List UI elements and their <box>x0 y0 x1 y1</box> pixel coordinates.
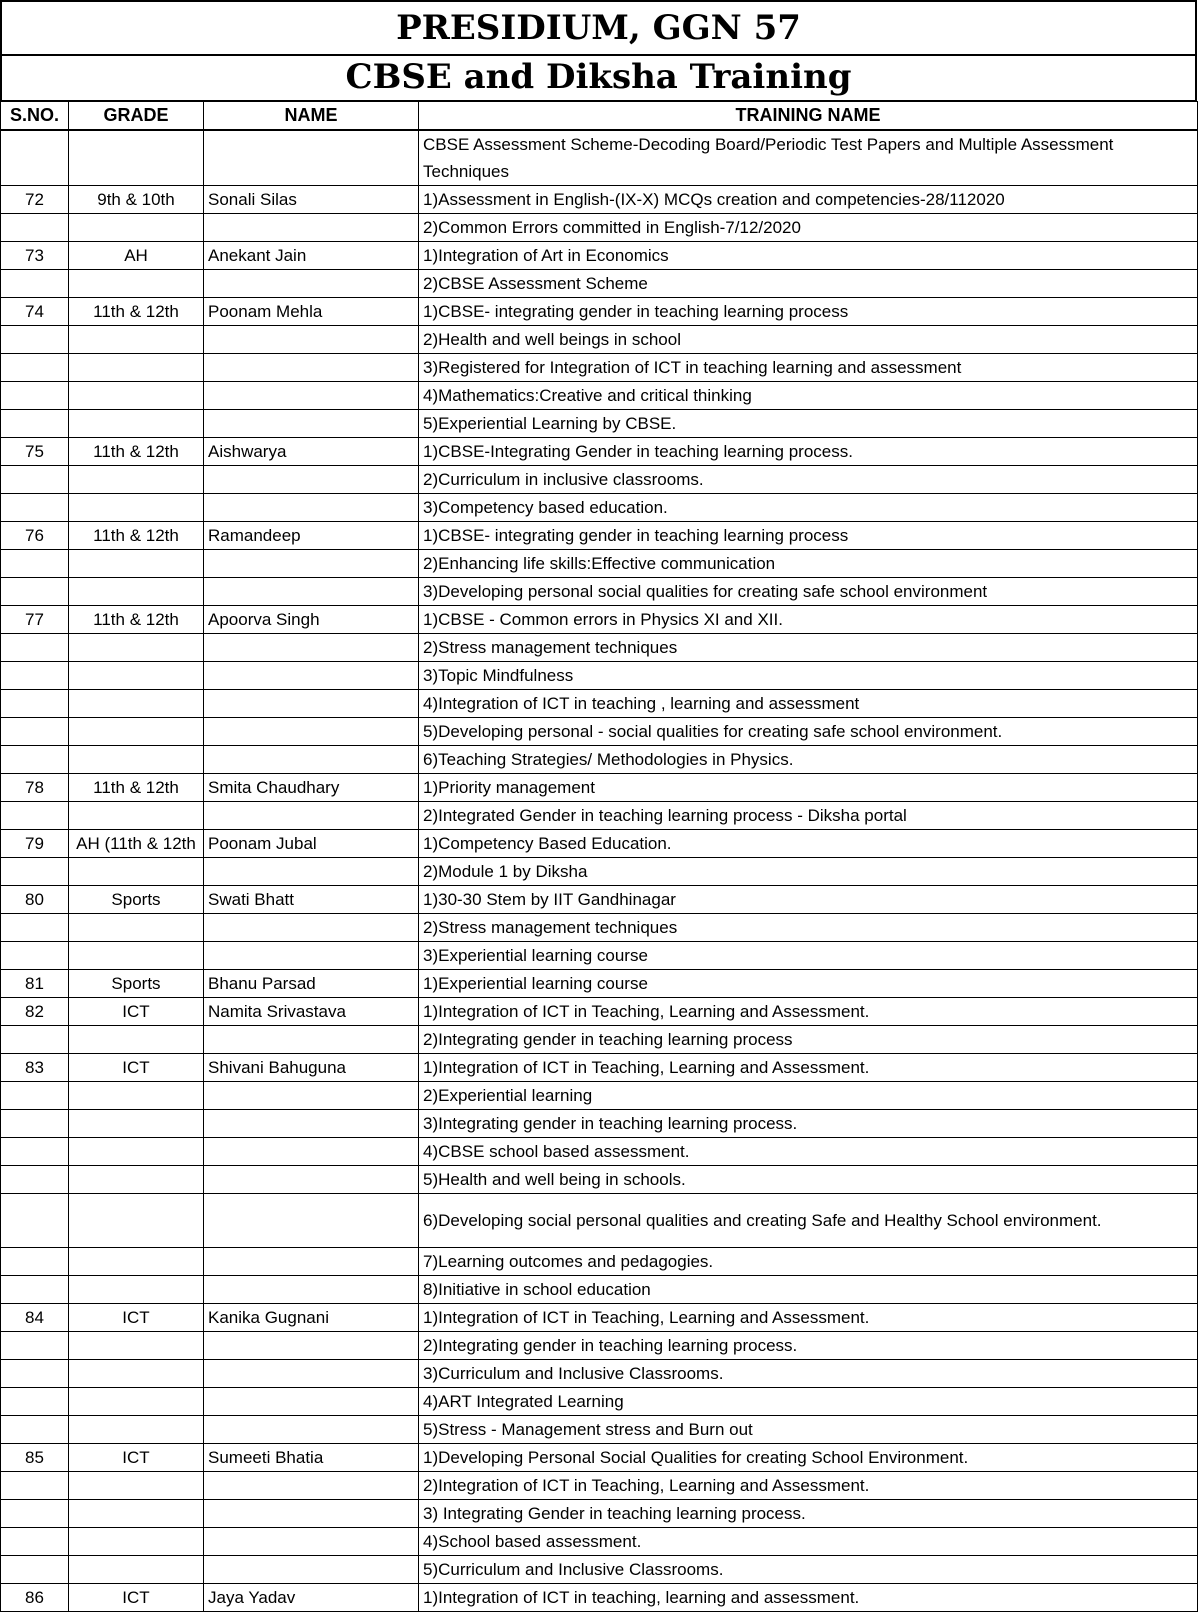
cell-grade: 11th & 12th <box>69 438 204 466</box>
cell-sno <box>1 326 69 354</box>
header-grade: GRADE <box>69 102 204 131</box>
cell-sno <box>1 690 69 718</box>
cell-sno: 85 <box>1 1444 69 1472</box>
cell-grade <box>69 1166 204 1194</box>
cell-training: 1)Assessment in English-(IX-X) MCQs creation and competencies-28/112020 <box>419 186 1198 214</box>
cell-grade <box>69 802 204 830</box>
cell-grade <box>69 858 204 886</box>
cell-sno <box>1 1166 69 1194</box>
header-training: TRAINING NAME <box>419 102 1198 131</box>
cell-training: 2)Integrating gender in teaching learning process <box>419 1026 1198 1054</box>
table-row <box>1 746 1198 774</box>
cell-grade <box>69 1194 204 1248</box>
cell-name <box>204 578 419 606</box>
cell-sno: 83 <box>1 1054 69 1082</box>
cell-name <box>204 466 419 494</box>
cell-training: 4)CBSE school based assessment. <box>419 1138 1198 1166</box>
cell-grade <box>69 270 204 298</box>
cell-name: Namita Srivastava <box>204 998 419 1026</box>
cell-training: 3)Registered for Integration of ICT in teaching learning and assessment <box>419 354 1198 382</box>
table-row <box>1 354 1198 382</box>
cell-training: 1)Priority management <box>419 774 1198 802</box>
cell-grade <box>69 1138 204 1166</box>
cell-training: 2)Curriculum in inclusive classrooms. <box>419 466 1198 494</box>
cell-name <box>204 1194 419 1248</box>
cell-grade <box>69 466 204 494</box>
cell-training: 1)CBSE - Common errors in Physics XI and XII. <box>419 606 1198 634</box>
table-row <box>1 326 1198 354</box>
table-row <box>1 1138 1198 1166</box>
cell-name <box>204 1166 419 1194</box>
cell-name <box>204 1500 419 1528</box>
cell-sno: 80 <box>1 886 69 914</box>
cell-name: Poonam Jubal <box>204 830 419 858</box>
cell-training: 6)Developing social personal qualities and creating Safe and Healthy School environment. <box>419 1194 1198 1248</box>
cell-grade <box>69 1276 204 1304</box>
cell-sno: 84 <box>1 1304 69 1332</box>
cell-training: 5)Curriculum and Inclusive Classrooms. <box>419 1556 1198 1584</box>
cell-name: Smita Chaudhary <box>204 774 419 802</box>
cell-training: 3)Curriculum and Inclusive Classrooms. <box>419 1360 1198 1388</box>
table-row <box>1 214 1198 242</box>
cell-sno: 77 <box>1 606 69 634</box>
cell-sno <box>1 466 69 494</box>
table-row <box>1 1082 1198 1110</box>
cell-training: 1)Integration of ICT in Teaching, Learning and Assessment. <box>419 1304 1198 1332</box>
table-row <box>1 466 1198 494</box>
cell-name <box>204 942 419 970</box>
cell-name <box>204 1528 419 1556</box>
table-row <box>1 382 1198 410</box>
cell-training: 1)CBSE- integrating gender in teaching learning process <box>419 522 1198 550</box>
cell-sno <box>1 1472 69 1500</box>
table-row <box>1 186 1198 214</box>
cell-grade <box>69 1528 204 1556</box>
cell-training: 5)Developing personal - social qualities for creating safe school environment. <box>419 718 1198 746</box>
cell-grade: AH (11th & 12th <box>69 830 204 858</box>
cell-name <box>204 1332 419 1360</box>
cell-sno <box>1 382 69 410</box>
cell-sno <box>1 1528 69 1556</box>
cell-training: 3)Topic Mindfulness <box>419 662 1198 690</box>
cell-name <box>204 1556 419 1584</box>
table-row <box>1 1026 1198 1054</box>
cell-grade: ICT <box>69 1584 204 1612</box>
cell-sno: 75 <box>1 438 69 466</box>
cell-training: 1)30-30 Stem by IIT Gandhinagar <box>419 886 1198 914</box>
table-row <box>1 1528 1198 1556</box>
cell-sno <box>1 1194 69 1248</box>
cell-grade <box>69 914 204 942</box>
table-row <box>1 998 1198 1026</box>
cell-sno <box>1 1332 69 1360</box>
cell-sno: 74 <box>1 298 69 326</box>
sheet-title: PRESIDIUM, GGN 57 <box>0 0 1197 56</box>
cell-sno <box>1 1416 69 1444</box>
cell-grade <box>69 410 204 438</box>
cell-name <box>204 634 419 662</box>
cell-name <box>204 1248 419 1276</box>
cell-name: Shivani Bahuguna <box>204 1054 419 1082</box>
cell-name: Sumeeti Bhatia <box>204 1444 419 1472</box>
cell-name <box>204 1138 419 1166</box>
cell-grade <box>69 354 204 382</box>
cell-name: Anekant Jain <box>204 242 419 270</box>
header-name: NAME <box>204 102 419 131</box>
cell-training: 1)Developing Personal Social Qualities for creating School Environment. <box>419 1444 1198 1472</box>
cell-grade <box>69 746 204 774</box>
cell-training: 5)Health and well being in schools. <box>419 1166 1198 1194</box>
cell-sno <box>1 1248 69 1276</box>
cell-name <box>204 270 419 298</box>
cell-sno <box>1 1388 69 1416</box>
table-row <box>1 438 1198 466</box>
table-row <box>1 1556 1198 1584</box>
cell-grade: 9th & 10th <box>69 186 204 214</box>
cell-name <box>204 354 419 382</box>
cell-name <box>204 1416 419 1444</box>
cell-training: 3)Experiential learning course <box>419 942 1198 970</box>
header-sno: S.NO. <box>1 102 69 131</box>
cell-training: 8)Initiative in school education <box>419 1276 1198 1304</box>
cell-name <box>204 1110 419 1138</box>
cell-grade <box>69 662 204 690</box>
cell-grade: ICT <box>69 998 204 1026</box>
cell-sno <box>1 1276 69 1304</box>
cell-name: Jaya Yadav <box>204 1584 419 1612</box>
cell-name <box>204 130 419 186</box>
table-row <box>1 690 1198 718</box>
cell-training: 4)Mathematics:Creative and critical thinking <box>419 382 1198 410</box>
table-row <box>1 1194 1198 1248</box>
table-row <box>1 494 1198 522</box>
cell-grade: AH <box>69 242 204 270</box>
cell-sno: 82 <box>1 998 69 1026</box>
cell-training: 1)Integration of ICT in Teaching, Learning and Assessment. <box>419 998 1198 1026</box>
cell-sno <box>1 802 69 830</box>
cell-name <box>204 1082 419 1110</box>
cell-grade <box>69 1556 204 1584</box>
table-row <box>1 662 1198 690</box>
cell-sno <box>1 130 69 186</box>
table-row <box>1 550 1198 578</box>
cell-training: 4)ART Integrated Learning <box>419 1388 1198 1416</box>
cell-sno: 73 <box>1 242 69 270</box>
table-row <box>1 242 1198 270</box>
cell-name: Sonali Silas <box>204 186 419 214</box>
cell-grade <box>69 494 204 522</box>
cell-grade: 11th & 12th <box>69 606 204 634</box>
table-row <box>1 774 1198 802</box>
cell-training: 2)Module 1 by Diksha <box>419 858 1198 886</box>
cell-sno: 76 <box>1 522 69 550</box>
table-row <box>1 1472 1198 1500</box>
cell-name <box>204 1472 419 1500</box>
cell-grade <box>69 1472 204 1500</box>
table-row <box>1 1388 1198 1416</box>
cell-name <box>204 214 419 242</box>
table-row <box>1 1276 1198 1304</box>
cell-sno: 78 <box>1 774 69 802</box>
table-row <box>1 942 1198 970</box>
cell-training: 1)Integration of Art in Economics <box>419 242 1198 270</box>
cell-training: 1)Experiential learning course <box>419 970 1198 998</box>
cell-grade <box>69 718 204 746</box>
cell-grade <box>69 550 204 578</box>
cell-name <box>204 326 419 354</box>
cell-sno <box>1 718 69 746</box>
cell-sno <box>1 1082 69 1110</box>
cell-grade <box>69 1026 204 1054</box>
cell-grade <box>69 1416 204 1444</box>
cell-name <box>204 914 419 942</box>
table-row <box>1 634 1198 662</box>
table-row <box>1 1304 1198 1332</box>
cell-name <box>204 1388 419 1416</box>
cell-grade: ICT <box>69 1304 204 1332</box>
table-row <box>1 1500 1198 1528</box>
training-table <box>0 101 1198 1612</box>
cell-grade <box>69 1082 204 1110</box>
table-row <box>1 1416 1198 1444</box>
cell-sno <box>1 354 69 382</box>
cell-training: 3)Developing personal social qualities for creating safe school environment <box>419 578 1198 606</box>
cell-name <box>204 1360 419 1388</box>
table-row <box>1 298 1198 326</box>
cell-sno <box>1 1026 69 1054</box>
cell-grade <box>69 1388 204 1416</box>
cell-training: 5)Stress - Management stress and Burn out <box>419 1416 1198 1444</box>
cell-sno <box>1 1556 69 1584</box>
table-row <box>1 1360 1198 1388</box>
cell-training: 1)Competency Based Education. <box>419 830 1198 858</box>
cell-grade <box>69 382 204 410</box>
cell-grade: Sports <box>69 886 204 914</box>
cell-sno <box>1 746 69 774</box>
cell-training: 2)Enhancing life skills:Effective communication <box>419 550 1198 578</box>
cell-grade <box>69 1360 204 1388</box>
table-row <box>1 1248 1198 1276</box>
table-row <box>1 830 1198 858</box>
cell-training: 6)Teaching Strategies/ Methodologies in Physics. <box>419 746 1198 774</box>
cell-name: Aishwarya <box>204 438 419 466</box>
cell-training: 2)Integration of ICT in Teaching, Learning and Assessment. <box>419 1472 1198 1500</box>
cell-training: 2)CBSE Assessment Scheme <box>419 270 1198 298</box>
cell-grade: ICT <box>69 1054 204 1082</box>
cell-grade: 11th & 12th <box>69 522 204 550</box>
cell-training: 2)Common Errors committed in English-7/12/2020 <box>419 214 1198 242</box>
cell-grade <box>69 214 204 242</box>
cell-sno <box>1 270 69 298</box>
table-row <box>1 1332 1198 1360</box>
cell-training: CBSE Assessment Scheme-Decoding Board/Periodic Test Papers and Multiple Assessment Techniques <box>419 130 1198 186</box>
table-row <box>1 1054 1198 1082</box>
cell-name <box>204 1026 419 1054</box>
table-row <box>1 578 1198 606</box>
table-row <box>1 1166 1198 1194</box>
header-row <box>1 102 1198 131</box>
cell-training: 2)Experiential learning <box>419 1082 1198 1110</box>
cell-sno <box>1 1360 69 1388</box>
cell-name <box>204 802 419 830</box>
table-row <box>1 718 1198 746</box>
cell-grade <box>69 130 204 186</box>
cell-grade <box>69 1110 204 1138</box>
cell-sno: 86 <box>1 1584 69 1612</box>
cell-training: 4)Integration of ICT in teaching , learning and assessment <box>419 690 1198 718</box>
table-row <box>1 970 1198 998</box>
cell-grade <box>69 942 204 970</box>
cell-name: Kanika Gugnani <box>204 1304 419 1332</box>
cell-training: 2)Stress management techniques <box>419 914 1198 942</box>
table-row <box>1 606 1198 634</box>
table-row <box>1 1110 1198 1138</box>
table-row <box>1 914 1198 942</box>
cell-sno <box>1 550 69 578</box>
cell-name <box>204 718 419 746</box>
table-row <box>1 858 1198 886</box>
cell-grade <box>69 578 204 606</box>
cell-grade <box>69 1500 204 1528</box>
cell-name: Bhanu Parsad <box>204 970 419 998</box>
cell-name: Poonam Mehla <box>204 298 419 326</box>
cell-name <box>204 1276 419 1304</box>
cell-training: 3)Integrating gender in teaching learning process. <box>419 1110 1198 1138</box>
cell-sno <box>1 942 69 970</box>
cell-sno <box>1 410 69 438</box>
cell-name <box>204 746 419 774</box>
cell-name <box>204 690 419 718</box>
sheet-subtitle: CBSE and Diksha Training <box>0 54 1197 102</box>
cell-name: Apoorva Singh <box>204 606 419 634</box>
cell-training: 1)Integration of ICT in Teaching, Learning and Assessment. <box>419 1054 1198 1082</box>
cell-training: 2)Health and well beings in school <box>419 326 1198 354</box>
cell-sno <box>1 494 69 522</box>
cell-training: 2)Integrated Gender in teaching learning process - Diksha portal <box>419 802 1198 830</box>
cell-name: Swati Bhatt <box>204 886 419 914</box>
table-body <box>1 130 1198 1612</box>
cell-training: 7)Learning outcomes and pedagogies. <box>419 1248 1198 1276</box>
cell-sno <box>1 1138 69 1166</box>
cell-sno <box>1 214 69 242</box>
cell-training: 1)CBSE- integrating gender in teaching learning process <box>419 298 1198 326</box>
cell-sno: 72 <box>1 186 69 214</box>
cell-sno: 81 <box>1 970 69 998</box>
cell-grade <box>69 690 204 718</box>
cell-grade: ICT <box>69 1444 204 1472</box>
cell-grade: 11th & 12th <box>69 774 204 802</box>
table-row <box>1 1584 1198 1612</box>
cell-name <box>204 550 419 578</box>
cell-grade: 11th & 12th <box>69 298 204 326</box>
cell-name <box>204 858 419 886</box>
cell-name <box>204 494 419 522</box>
cell-sno: 79 <box>1 830 69 858</box>
cell-sno <box>1 914 69 942</box>
cell-training: 1)CBSE-Integrating Gender in teaching learning process. <box>419 438 1198 466</box>
cell-training: 3) Integrating Gender in teaching learning process. <box>419 1500 1198 1528</box>
cell-training: 3)Competency based education. <box>419 494 1198 522</box>
cell-training: 4)School based assessment. <box>419 1528 1198 1556</box>
table-row <box>1 886 1198 914</box>
cell-training: 1)Integration of ICT in teaching, learning and assessment. <box>419 1584 1198 1612</box>
table-row <box>1 270 1198 298</box>
cell-training: 2)Integrating gender in teaching learning process. <box>419 1332 1198 1360</box>
cell-training: 5)Experiential Learning by CBSE. <box>419 410 1198 438</box>
cell-name <box>204 382 419 410</box>
cell-sno <box>1 634 69 662</box>
cell-training: 2)Stress management techniques <box>419 634 1198 662</box>
table-row <box>1 1444 1198 1472</box>
cell-grade <box>69 1248 204 1276</box>
cell-grade <box>69 634 204 662</box>
cell-grade <box>69 326 204 354</box>
table-row <box>1 410 1198 438</box>
cell-grade: Sports <box>69 970 204 998</box>
cell-name: Ramandeep <box>204 522 419 550</box>
cell-sno <box>1 1110 69 1138</box>
cell-grade <box>69 1332 204 1360</box>
table-row <box>1 802 1198 830</box>
cell-name <box>204 410 419 438</box>
cell-sno <box>1 1500 69 1528</box>
table-row <box>1 130 1198 186</box>
table-row <box>1 522 1198 550</box>
cell-sno <box>1 858 69 886</box>
cell-sno <box>1 578 69 606</box>
cell-sno <box>1 662 69 690</box>
cell-name <box>204 662 419 690</box>
